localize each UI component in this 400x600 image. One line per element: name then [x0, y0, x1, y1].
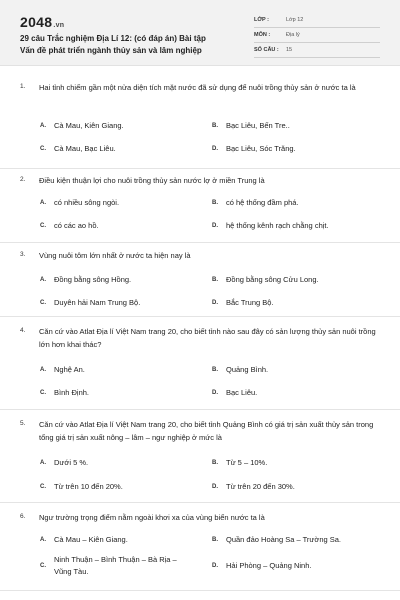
option-letter: A. [40, 460, 46, 466]
option-text: Bình Định. [54, 388, 90, 397]
option-letter: A. [40, 123, 46, 129]
question-text: Ngư trường trọng điểm nằm ngoài khơi xa của vùng biển nước ta là [39, 513, 265, 522]
option-letter: B. [212, 537, 218, 543]
question-number: 2. [20, 176, 26, 183]
question-text: Vùng nuôi tôm lớn nhất ở nước ta hiện nay là [39, 251, 191, 260]
option-text: Cà Mau – Kiên Giang. [54, 535, 128, 544]
meta-question-count [254, 44, 380, 58]
option-letter: C. [40, 223, 46, 229]
option-text: Dưới 5 %. [54, 458, 89, 467]
question-text: Căn cứ vào Atlat Địa lí Việt Nam trang 20, cho biết tỉnh nào sau đây có sản lượng thủy sản nuôi trồng lớn hơn khai thác? [39, 327, 376, 349]
option-text: Cà Mau, Kiên Giang. [54, 121, 124, 130]
option-text: Bạc Liêu. [226, 388, 258, 397]
meta-class [254, 14, 380, 28]
option-letter: D. [212, 563, 218, 569]
option-letter: A. [40, 200, 46, 206]
option-letter: B. [212, 367, 218, 373]
option-text: Bạc Liêu, Sóc Trăng. [226, 144, 296, 153]
option-letter: B. [212, 123, 218, 129]
meta-class-label: LỚP : [254, 17, 269, 23]
option-text: hệ thống kênh rạch chằng chịt. [226, 221, 329, 230]
meta-count-label: SỐ CÂU : [254, 47, 279, 53]
option-letter: B. [212, 277, 218, 283]
question-5 [0, 410, 400, 503]
option-text: Từ 5 – 10%. [226, 458, 268, 467]
option-letter: A. [40, 537, 46, 543]
question-text: Điều kiện thuận lợi cho nuôi trồng thủy sản nước lợ ở miền Trung là [39, 176, 265, 185]
option-text: Đồng bằng sông Hồng. [54, 275, 132, 284]
option-text: Cà Mau, Bạc Liêu. [54, 144, 116, 153]
question-1 [0, 66, 400, 169]
option-letter: A. [40, 277, 46, 283]
site-logo[interactable] [20, 14, 64, 30]
question-number: 1. [20, 83, 26, 90]
option-letter: A. [40, 367, 46, 373]
option-text: Nghệ An. [54, 365, 85, 374]
question-6 [0, 503, 400, 591]
option-text: Quảng Bình. [226, 365, 269, 374]
option-text: có nhiều sông ngòi. [54, 198, 120, 207]
option-text: Duyên hải Nam Trung Bộ. [54, 298, 141, 307]
option-text: Bạc Liêu, Bến Tre.. [226, 121, 290, 130]
option-text: Từ trên 10 đến 20%. [54, 482, 123, 491]
question-text: Hai tỉnh chiếm gần một nửa diện tích mặt nước đã sử dụng để nuôi trồng thủy sản ở nước ta là [39, 83, 356, 92]
meta-subject-value: Địa lý [286, 32, 300, 38]
option-letter: C. [40, 300, 46, 306]
option-text: có các ao hồ. [54, 221, 99, 230]
option-letter: C. [40, 563, 46, 569]
option-text: có hệ thống đầm phá. [226, 198, 299, 207]
logo-text: 2048 [20, 14, 53, 30]
document-title: 29 câu Trắc nghiệm Địa Lí 12: (có đáp án) Bài tập Vấn đề phát triển ngành thủy sản và lâm nghiệp [20, 34, 206, 55]
option-letter: D. [212, 484, 218, 490]
option-text: Từ trên 20 đến 30%. [226, 482, 295, 491]
option-letter: C. [40, 484, 46, 490]
option-letter: B. [212, 200, 218, 206]
option-letter: B. [212, 460, 218, 466]
meta-subject-label: MÔN : [254, 32, 271, 38]
option-letter: D. [212, 390, 218, 396]
option-letter: D. [212, 300, 218, 306]
option-text: Bắc Trung Bộ. [226, 298, 274, 307]
option-text: Quần đảo Hoàng Sa – Trường Sa. [226, 535, 342, 544]
meta-class-value: Lớp 12 [286, 17, 304, 23]
question-number: 3. [20, 251, 26, 258]
question-text: Căn cứ vào Atlat Địa lí Việt Nam trang 20, cho biết tỉnh Quảng Bình có giá trị sản xuất thủy sản trong tổng giá trị sản xuất nông – lâm – ngư nghiệp ở mức là [39, 420, 374, 442]
document-header [0, 0, 400, 66]
question-number: 5. [20, 420, 26, 427]
option-letter: C. [40, 390, 46, 396]
option-text: Hải Phòng – Quảng Ninh. [226, 561, 312, 570]
question-number: 4. [20, 327, 26, 334]
option-text: Đồng bằng sông Cửu Long. [226, 275, 319, 284]
option-letter: D. [212, 146, 218, 152]
question-4 [0, 317, 400, 410]
meta-subject [254, 29, 380, 43]
question-number: 6. [20, 513, 26, 520]
logo-suffix: .vn [53, 22, 65, 29]
meta-count-value: 15 [286, 47, 293, 53]
question-2 [0, 169, 400, 243]
question-3 [0, 243, 400, 317]
option-letter: C. [40, 146, 46, 152]
option-letter: D. [212, 223, 218, 229]
option-text: Ninh Thuận – Bình Thuận – Bà Rịa – Vũng Tàu. [54, 555, 177, 576]
